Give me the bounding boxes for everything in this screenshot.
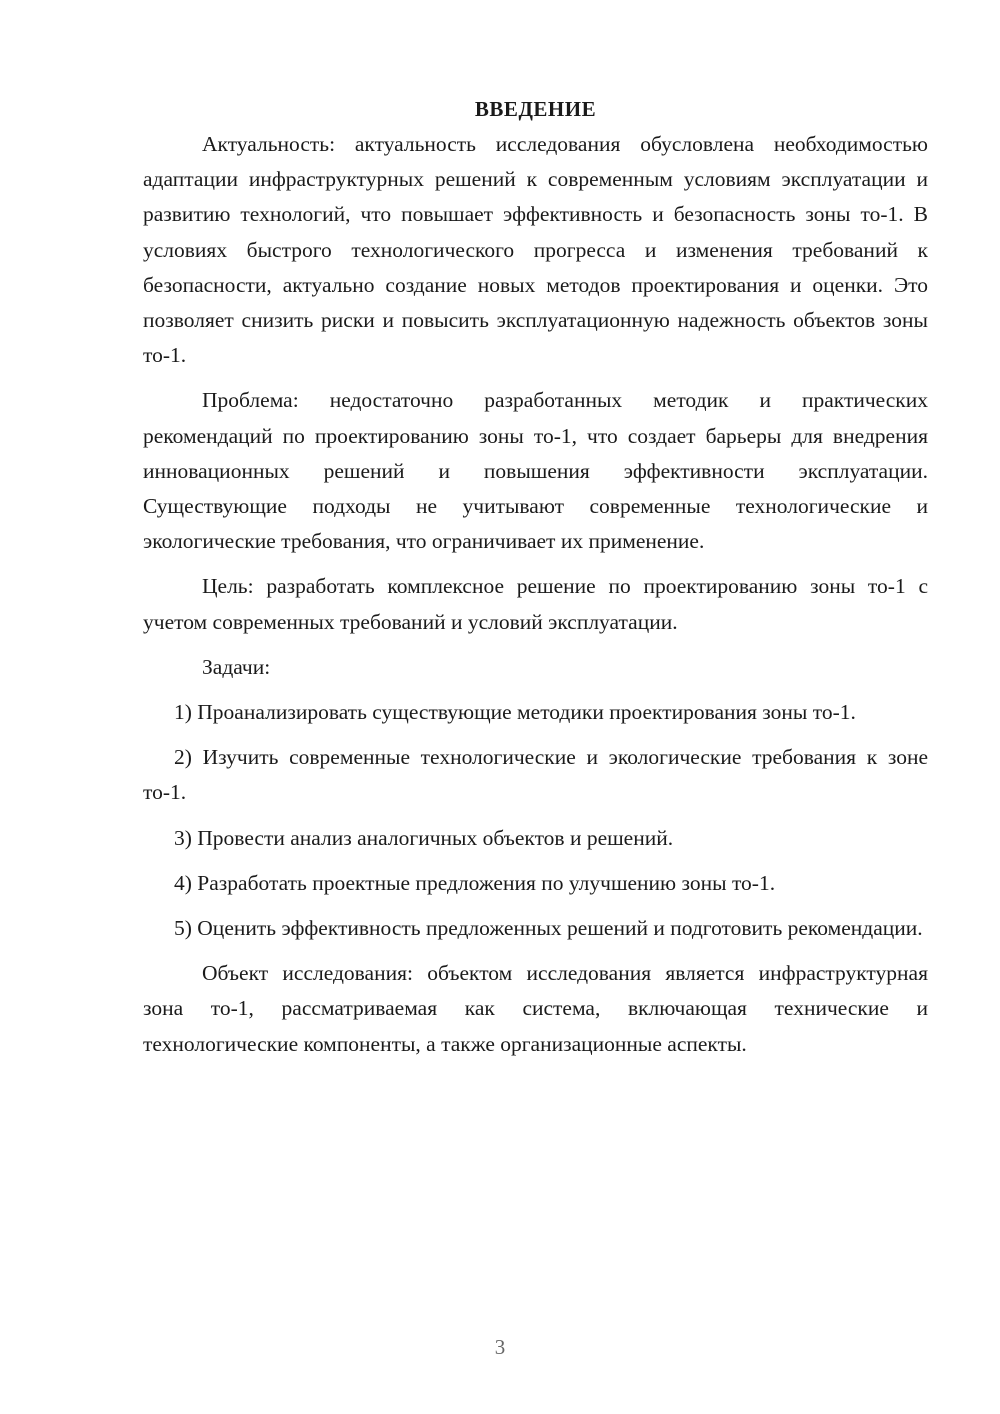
task-item: 4) Разработать проектные предложения по улучшению зоны то-1. <box>174 870 776 895</box>
relevance-paragraph: Актуальность: актуальность исследования обусловлена необходимостью адаптации инфраструктурных решений к современным условиям эксплуатации и развитию технологий, что повышает эффективность и безопасность зоны то-1. В условиях быстрого технологического прогресса и изменения требований к безопасности, актуально создание новых методов проектирования и оценки. Это позволяет снизить риски и повысить эксплуатационную надежность объектов зоны то-1. <box>143 132 928 368</box>
task-item: 2) Изучить современные технологические и экологические требования к зоне то-1. <box>143 745 928 805</box>
page-title: ВВЕДЕНИЕ <box>474 97 597 121</box>
object-paragraph: Объект исследования: объектом исследования является инфраструктурная зона то-1, рассматриваемая как система, включающая технические и технологические компоненты, а также организационные аспекты. <box>143 961 928 1056</box>
task-item: 3) Провести анализ аналогичных объектов и решений. <box>174 825 674 850</box>
goal-paragraph: Цель: разработать комплексное решение по проектированию зоны то-1 с учетом современных требований и условий эксплуатации. <box>143 574 928 634</box>
problem-paragraph: Проблема: недостаточно разработанных методик и практических рекомендаций по проектированию зоны то-1, что создает барьеры для внедрения инновационных решений и повышения эффективности эксплуатации. Существующие подходы не учитывают современные технологические и экологические требования, что ограничивает их применение. <box>143 388 928 554</box>
tasks-list <box>143 695 928 946</box>
page-content <box>143 92 928 1062</box>
task-item: 5) Оценить эффективность предложенных решений и подготовить рекомендации. <box>174 916 923 941</box>
page-number: 3 <box>494 1335 506 1359</box>
tasks-heading: Задачи: <box>202 654 271 679</box>
task-item: 1) Проанализировать существующие методики проектирования зоны то-1. <box>174 700 856 725</box>
